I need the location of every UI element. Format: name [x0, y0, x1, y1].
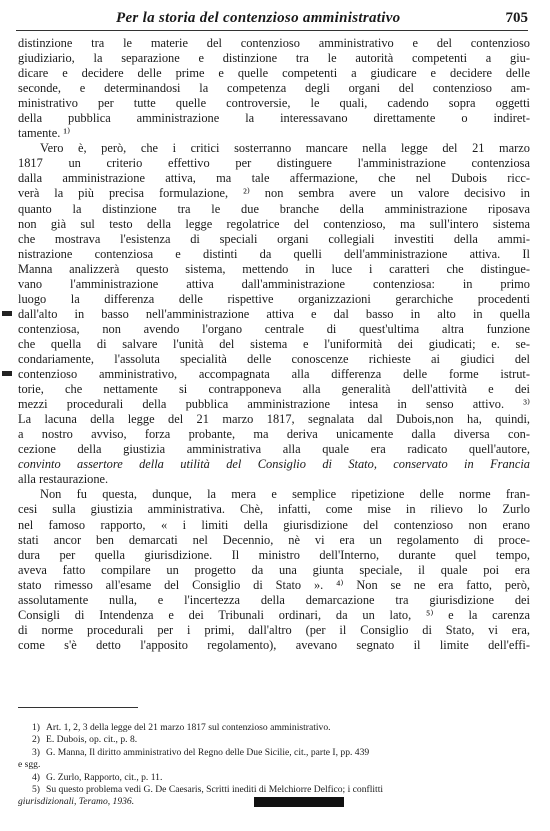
- footnote-text: giurisdizionali, Teramo, 1936.: [18, 796, 135, 808]
- footnote-number: 1): [32, 722, 40, 733]
- text-line: dalla amministrazione attiva, ma tale affermazione, che nel Dubois ricc-: [18, 171, 530, 186]
- footnote-number: 5): [32, 784, 40, 796]
- text-line: cezione della giustizia amministrativa alla quale era radicato quell'autore,: [18, 442, 530, 457]
- text-line: alla restaurazione.: [18, 472, 109, 487]
- text-line: che quella di salvare l'unità del sistema e l'uniformità dei giudicati; e. se-: [18, 336, 530, 351]
- footnote-text: e sgg.: [18, 759, 41, 771]
- footnote: [18, 772, 530, 784]
- text-line: seconde, e determinandosi la competenza degli organi del contenzioso am-: [18, 81, 530, 96]
- text-line: non già sul testo della legge regolatrice del contenzioso, ma sull'intero sistema: [18, 216, 530, 231]
- text-line: nel famoso rapporto, « i limiti della giurisdizione del contenzioso non erano: [18, 517, 530, 532]
- footnote-number: 2): [32, 734, 40, 746]
- footnote-continuation: [18, 796, 530, 808]
- text-line: di norme procedurali per i primi, dall'altro (per il Consiglio di Stato, vi era,: [18, 622, 530, 637]
- text-line: vano l'amministrazione attiva dall'amministrazione contenziosa: in primo: [18, 276, 530, 291]
- text-line: della pubblica amministrazione la interessavano direttamente o indiret-: [18, 111, 530, 126]
- text-line: dicare e decidere delle prime e quelle competenti a giudicare e decidere delle: [18, 66, 530, 81]
- footnote-text: E. Dubois, op. cit., p. 8.: [46, 734, 138, 746]
- text-line: distinzione tra le materie del contenzioso amministrativo e del contenzioso: [18, 36, 530, 50]
- footnote-number: 3): [32, 746, 40, 758]
- footnote-text: G. Manna, Il diritto amministrativo del Regno delle Due Sicilie, cit., parte I, pp. 439: [46, 746, 370, 758]
- footnote: [18, 722, 530, 734]
- footnote-number: 4): [32, 771, 40, 783]
- text-line: assolutamente nulla, e l'incertezza della demarcazione tra giurisdizione dei: [18, 592, 530, 607]
- text-line: cesi sulla giustizia amministrativa. Chè, infatti, come mise in rilievo lo Zurlo: [18, 502, 530, 517]
- text-line: condariamente, l'assoluta specialità delle conoscenze richieste ai giudici del: [18, 351, 530, 366]
- footnote: [18, 747, 530, 759]
- body-text: [18, 36, 530, 653]
- footnotes: [18, 722, 530, 809]
- margin-mark: [2, 371, 12, 376]
- text-line: contenzioso amministrativo, accompagnata alla differenza delle forme istrut-: [18, 367, 530, 382]
- text-line: 1817 un criterio effettivo per distinguere l'amministrazione contenziosa: [18, 156, 530, 171]
- footnote: [18, 734, 530, 746]
- text-line: mezzi procedurali della pubblica amministrazione intesa in senso attivo. ³⁾: [18, 397, 530, 412]
- text-line: La lacuna della legge del 21 marzo 1817, segnalata dal Dubois,non ha, quindi,: [18, 412, 530, 427]
- text-line: a nostro avviso, forza probante, ma deriva unicamente dalla diversa con-: [18, 427, 530, 442]
- page-number: 705: [505, 10, 528, 26]
- text-line: luogo la differenza delle rispettive organizzazioni gerarchiche procedenti: [18, 291, 530, 306]
- scan-artifact: [134, 796, 344, 808]
- footnote-text: Su questo problema vedi G. De Caesaris, Scritti inediti di Melchiorre Delfico; i conflitti: [46, 784, 384, 796]
- footnote-text: G. Zurlo, Rapporto, cit., p. 11.: [46, 771, 163, 783]
- scan-redaction: [254, 797, 344, 807]
- footnote-continuation: [18, 759, 530, 771]
- margin-mark: [2, 311, 12, 316]
- footnote: [18, 784, 530, 796]
- text-line: giudiziario, la separazione e distinzione tra le autorità competenti a giu-: [18, 51, 530, 66]
- footnote-rule: [18, 707, 138, 708]
- text-line: che mostrava l'esistenza di speciali organi collegiali investiti della ammi-: [18, 231, 530, 246]
- text-line: quanto la distinzione tra le due branche della amministrazione riposava: [18, 201, 530, 216]
- text-line: convinto assertore della utilità del Consiglio di Stato, conservato in Francia: [18, 457, 530, 472]
- text-line: torie, che nettamente si contrapponeva alla generalità dell'attività e dei: [18, 382, 530, 397]
- text-line: verà la più precisa formulazione, ²⁾ non sembra avere un valore decisivo in: [18, 186, 530, 201]
- footnote-text: Art. 1, 2, 3 della legge del 21 marzo 1817 sul contenzioso amministrativo.: [46, 722, 331, 733]
- text-line: Non fu questa, dunque, la mera e semplice ripetizione delle norme fran-: [40, 487, 530, 502]
- text-line: dura per quella giurisdizione. Il ministro dell'Interno, durante quel tempo,: [18, 547, 530, 562]
- text-line: ministrativo per tutte quelle controversie, le quali, cadendo sopra oggetti: [18, 96, 530, 111]
- running-header: [16, 8, 528, 31]
- text-line: dall'alto in basso nell'amministrazione attiva e dal basso in alto in quella: [18, 306, 530, 321]
- text-line: stato rimesso all'esame del Consiglio di Stato ». ⁴⁾ Non se ne era fatto, però,: [18, 577, 530, 592]
- text-line: Manna analizzerà questo sistema, mettendo in luce i caratteri che distingue-: [18, 261, 530, 276]
- running-title: Per la storia del contenzioso amministrativo: [116, 10, 401, 26]
- text-line: stati ancor ben demarcati nel Decennio, nè vi era un regolamento di proce-: [18, 532, 530, 547]
- text-line: come s'è detto l'apposito regolamento), avevano segnato il limite dell'effi-: [18, 637, 530, 652]
- text-line: contenziosa, non avendo l'organo centrale di quest'ultima altra funzione: [18, 321, 530, 336]
- text-line: Vero è, però, che i critici sosterranno mancare nella legge del 21 marzo: [40, 141, 530, 156]
- text-line: Consigli di Intendenza e dei Tribunali ordinari, da un lato, ⁵⁾ e la carenza: [18, 607, 530, 622]
- text-line: aveva fatto compilare un progetto da una giunta speciale, il quale poi era: [18, 562, 530, 577]
- text-line: tamente. ¹⁾: [18, 126, 71, 141]
- text-line: nistrazione contenziosa e distinti da quelli dell'amministrazione attiva. Il: [18, 246, 530, 261]
